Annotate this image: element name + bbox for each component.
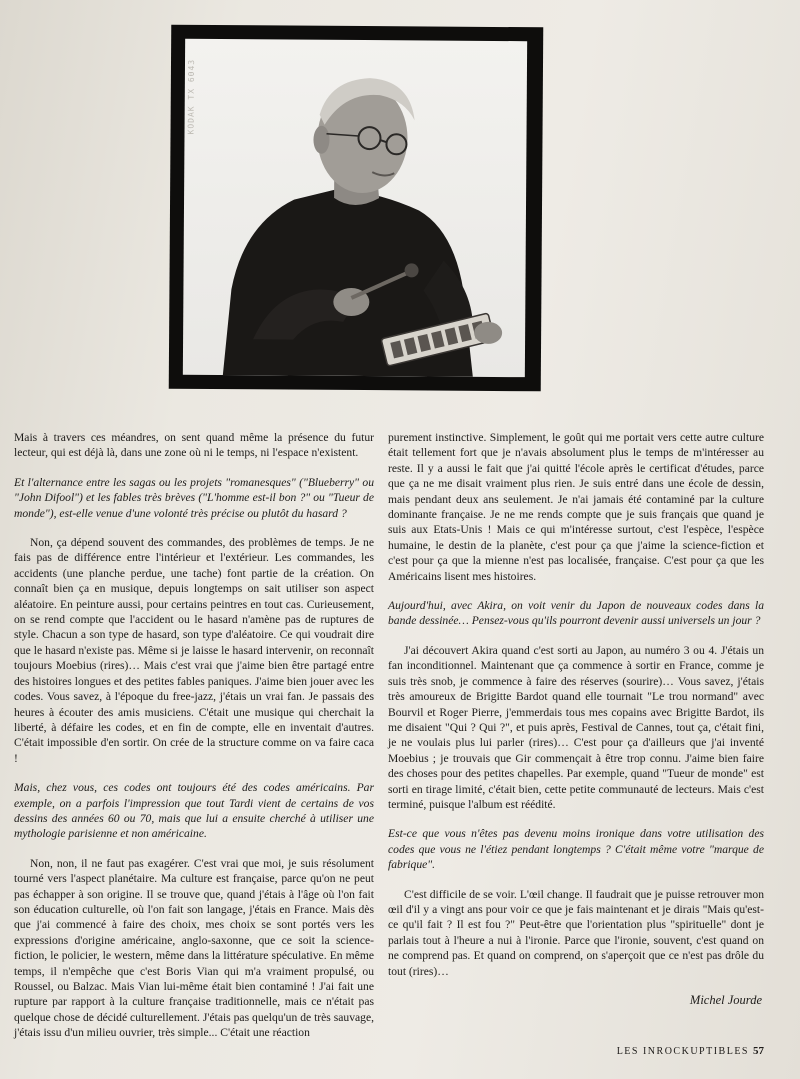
interview-question: Mais, chez vous, ces codes ont toujours été des codes américains. Par exemple, on a parfois l'impression que tout Tardi vient de certains de vos dessins des années 60 ou 70, mais que lui a ensuite cherché à utiliser une mythologie parisienne et non américaine. <box>14 781 374 841</box>
right-column <box>388 430 764 1008</box>
interview-answer: Mais à travers ces méandres, on sent quand même la présence du futur lecteur, qui est déjà là, dans une zone où ni le temps, ni l'espace n'existent. <box>14 431 374 460</box>
left-column <box>14 430 374 1055</box>
page-number: 57 <box>753 1045 764 1057</box>
interview-answer: Non, non, il ne faut pas exagérer. C'est vrai que moi, je suis résolument tourné vers l'aspect planétaire. Ma culture est française, parce qu'on ne peut pas échapper à son origine. Il se trouve que, quand j'étais à l'âge où l'on fait son éducation culturelle, où l'on fait son langage, j'étais en France. Mais dès que j'ai commencé à faire des choix, mes choix se sont portés vers les expressions d'origine américaine, anglo-saxonne, que ce soit la science-fiction, le policier, le western, même dans la littérature spéculative. En même temps, il n'empêche que c'est Boris Vian qui m'a vraiment propulsé, ou Roussel, ou Balzac. Mais Vian lui-même était bien contaminé ! J'ai fait une rupture par rapport à la culture française traditionnelle, mais ce n'était pas quelque chose de décidé culturellement. J'étais pas quelqu'un de très sauvage, j'étais issu d'un milieu ouvrier, très simple... C'était une réaction <box>14 856 374 1040</box>
author-signature: Michel Jourde <box>689 993 762 1007</box>
page-footer <box>617 1045 764 1057</box>
interview-question: Est-ce que vous n'êtes pas devenu moins ironique dans votre utilisation des codes que vous ne l'étiez pendant longtemps ? C'était même votre "marque de fabrique". <box>388 827 764 872</box>
film-edge-marking: KODAK TX 6043 <box>186 58 197 135</box>
portrait-photo <box>169 25 544 392</box>
photo-image <box>183 39 527 377</box>
interview-question: Aujourd'hui, avec Akira, on voit venir du Japon de nouveaux codes dans la bande dessinée… Pensez-vous qu'ils pourront devenir aussi universels un jour ? <box>388 599 764 628</box>
interview-answer: Non, ça dépend souvent des commandes, des problèmes de temps. Je ne fais pas de différence entre l'intérieur et l'extérieur. Les commandes, les accidents (une planche perdue, une tache) font partie de la création. On connaît bien ça en musique, depuis longtemps on sait utiliser son aspect aléatoire. En peinture aussi, pour certains peintres en tout cas. Curieusement, on se rend compte que l'accident ou le hasard n'amène pas de ruptures de style. Chacun a son type de hasard, son type d'aléatoire. Ce qui voudrait dire que le hasard n'existe pas. Même si je laisse le hasard intervenir, on reconnaît toujours Moebius (rires)… Mais c'est vrai que j'aime bien être partagé entre des histoires longues et des petites fables paniques. J'aime bien jouer avec les codes. Vous savez, à l'époque du free-jazz, j'étais un vrai fan. Je passais des heures à écouter des amis musiciens. C'était une musique qui cherchait la liberté, à défaire les codes, et en fin de compte, elle en inventait d'autres. C'était impossible d'en sortir. On crée de la structure comme on va faire caca ! <box>14 536 374 765</box>
interview-question: Et l'alternance entre les sagas ou les projets "romanesques" ("Blueberry" ou "John Difool") et les fables très brèves ("L'homme est-il bon ?" ou "Tueur de monde"), est-elle venue d'une volonté très précise ou plutôt du hasard ? <box>14 475 374 520</box>
interview-answer: J'ai découvert Akira quand c'est sorti au Japon, au numéro 3 ou 4. J'étais un fan inconditionnel. Maintenant que ça commence à sortir en France, comme je suis très snob, je commence à faire des réserves (sourire)… Vous savez, j'étais très amoureux de Brigitte Bardot quand elle tournait "Le trou normand" avec Bourvil et Roger Pierre, j'emmerdais tous mes copains avec Brigitte Bardot, ils me disaient "Qui ? Qui ?", et puis après, Festival de Cannes, tout ça, c'était fini, je ne voulais plus lui parler (rires)… C'est pour ça d'ailleurs que j'ai inventé Moebius ; je trouvais que Gir commençait à être trop connu. J'aime bien faire des choses pour des petites chapelles. Par exemple, quand "Tueur de monde" est sorti en tirage limité, c'était bien, cette petite communauté de lecteurs. Mais c'est terminé, puisque l'album est réédité. <box>388 643 764 811</box>
portrait-illustration <box>183 39 527 377</box>
magazine-name: LES INROCKUPTIBLES <box>616 1046 749 1057</box>
interview-answer: C'est difficile de se voir. L'œil change. Il faudrait que je puisse retrouver mon œil d'il y a vingt ans pour voir ce que je fais maintenant et je dirais "Mais qu'est-ce qu'il fait ? Il est fou ?" Peut-être que l'orientation plus "spirituelle" dont je parlais tout à l'heure a nui à l'ironie. Parce que l'ironie, souvent, c'est quand on ne comprend pas. Et quand on comprend, on s'aperçoit que ce n'est pas drôle du tout (rires)… <box>388 887 764 978</box>
interview-answer: purement instinctive. Simplement, le goût qui me portait vers cette autre culture était tellement fort que je n'avais absolument plus le temps de m'intéresser au reste. Il y a aussi le fait que j'ai quitté l'école après le certificat d'études, parce que ça ne me disait vraiment plus rien. Je suis entré dans une école de dessin, mais pendant deux ans seulement. Je n'ai jamais été contaminé par la culture dominante française. Je ne me rends compte que je suis français que quand je suis aux Etats-Unis ! Mais ce qui m'intéresse surtout, c'est l'espèce, l'espèce humaine, le destin de la planète, c'est pour ça que j'aime la science-fiction et c'est pour ça que la mienne n'est pas localisée, française. C'est pour ça que les Américains lisent mes histoires. <box>388 431 764 583</box>
